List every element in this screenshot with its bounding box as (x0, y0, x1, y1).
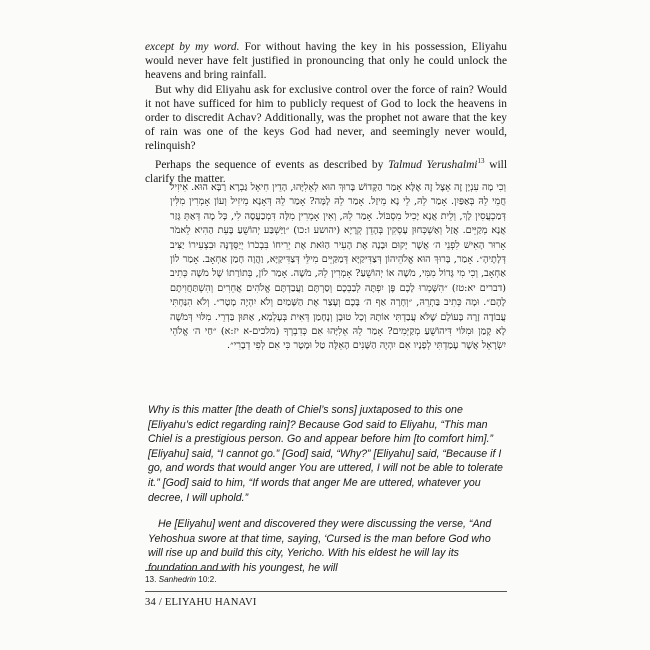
footnote-divider (145, 570, 227, 571)
footnote-source: Sanhedrin (158, 575, 196, 584)
main-paragraphs (145, 40, 507, 186)
footnote (145, 575, 507, 584)
hebrew-quote: וְכִי מָה עִנְיָן זֶה אֵצֶל זֶה אֶלָּא אָמַר הַקָּדוֹשׁ בָּרוּךְ הוּא לְאֵלִיָּהוּ, הָדֵין חִיאֵל גַּבְרָא רַבָּא הוּא. אִיזִיל חֲמֵי לֵהּ בְּאַפַּיִן. אָמַר לֵהּ, לֵי נָא מֵיזַל. אָמַר לֵהּ לָמָּה? אָמַר לֵהּ דְּאָנָא מֵיזִיל וְעוֹן אָמְרִין מִלִּין דְּמַכְעֲסִין לָךְ, וְלֵית אֲנָא יָכִיל מִסְבּוֹל. אָמַר לֵהּ, וְאִין אָמְרִין מִלָּה דִּמְכַעֲסָה לִי, כָּל מָה דְּאַתְּ גָּזַר אֲנָא מְקַיֵּים. אֲזַל וְאַשְׁכְּחוּן עָסְקִין בְּהָדֵן קְרָיָא (יהושע ו:כו) ״וַיַּשְׁבַּע יְהוֹשֻׁעַ בָּעֵת הַהִיא לֵאמֹר אָרוּר הָאִישׁ לִפְנֵי ה׳ אֲשֶׁר יָקוּם וּבָנָה אֶת הָעִיר הַזֹּאת אֶת יְרִיחוֹ בִּבְכֹרוֹ יְיַסְּדֶנָּה וּבִצְעִירוֹ יַצִּיב דְּלָתֶיהָ״. אָמַר, בָּרוּךְ הוּא אֱלֹהֵיהוֹן דְּצַדִּיקַיָּא דְּמַקַּיֵּים מִילֵּי דְּצַדִּיקַיָּא, וַהֲוָה חָמַן אַחְאָב. אָמַר לוֹן אַחְאָב, וְכִי מִי גָּדוֹל מִמִּי, מֹשֶׁה אוֹ יְהוֹשֻׁעַ? אָמְרִין לֵהּ, מֹשֶׁה. אָמַר לוֹן, בְּתוֹרַתוֹ שֶׁל מֹשֶׁה כְּתִיב (דברים יא:טז) ״הִשָּׁמְרוּ לָכֶם פֶּן יִפְתֶּה לְבַבְכֶם וְסַרְתֶּם וַעֲבַדְתֶּם אֱלֹהִים אֲחֵרִים וְהִשְׁתַּחֲוִיתֶם לָהֶם״. וּמָה כְּתִיב בַּתְרֵהּ, ״וְחָרָה אַף ה׳ בָּכֶם וְעָצַר אֶת הַשָּׁמַיִם וְלֹא יִהְיֶה מָטָר״. וְלֹא הִנַּחְתִּי עֲבוֹדָה זָרָה בָּעוֹלָם שֶׁלֹּא עֲבַדְתִּי אוֹתָהּ וְכָל טוּבָן וְנֶחָמַן דְּאִית בְּעָלְמָא, אַתּוּן בַּדְרֵי. מִלּוּי דְּמֹשֶׁה לָא קָמַן וּמִלּוֹי דִּיהוֹשֻׁעַ מְקַיְּמִים? אָמַר לֵהּ אֵלִיָּהוּ אִם כְּדִבְרְךָ (מלכים-א יז:א) ״חַי ה׳ אֱלֹהֵי יִשְׂרָאֵל אֲשֶׁר עָמַדְתִּי לְפָנָיו אִם יִהְיֶה הַשָּׁנִים הָאֵלֶּה טַל וּמָטָר כִּי אִם לְפִי דְבָרִי״. (170, 182, 506, 352)
footnote-ref-text: 10:2. (198, 575, 217, 584)
running-footer (145, 597, 507, 608)
paragraph-1-text: For without having the key in his possession, Eliyahu would never have felt justified in pronouncing that only he could unlock the heavens and bring rainfall. (145, 41, 507, 82)
paragraph-3-pre: Perhaps the sequence of events as described by (155, 158, 389, 171)
footer-separator: / (156, 597, 165, 608)
translation-paragraph-2: He [Eliyahu] went and discovered they were discussing the verse, “And Yehoshua swore at that time, saying, ‘Cursed is the man before God who will rise up and build this city, Yericho. With his eldest he will lay its foundation and with his youngest, he will (148, 518, 492, 574)
translation-paragraph-1: Why is this matter [the death of Chiel’s sons] juxtaposed to this one [Eliyahu’s edict regarding rain]? Because God said to Eliyahu, “This man Chiel is a prestigious person. Go and appear before him [to comfort him].” [Eliyahu] said, “I cannot go.” [God] said, “Why?” [Eliyahu] said, “Because if I go, and words that would anger You are uttered, I will not be able to tolerate it.” [God] said to him, “If words that anger Me are uttered, whatever you decree, I will uphold.” (148, 404, 503, 504)
source-title: Talmud Yerushalmi (388, 158, 478, 171)
paragraph-3-post: will clarify the matter. (145, 158, 507, 185)
footnote-ref: 13 (477, 156, 485, 165)
paragraph-1 (145, 40, 507, 83)
page-number: 34 (145, 597, 156, 608)
footnote-number: 13. (145, 575, 157, 584)
paragraph-1-italic: except by my word. (145, 41, 240, 53)
footer-divider (145, 591, 507, 592)
paragraph-2: But why did Eliyahu ask for exclusive control over the force of rain? Would it not have sufficed for him to publicly request of God to lock the heavens in order to discredit Achav? Additionally, was the prophet not aware that the key of rain was one of the keys God had never, and seemingly never would, relinquish? (145, 83, 507, 153)
translation-block (148, 403, 506, 576)
book-title: ELIYAHU HANAVI (164, 597, 257, 608)
